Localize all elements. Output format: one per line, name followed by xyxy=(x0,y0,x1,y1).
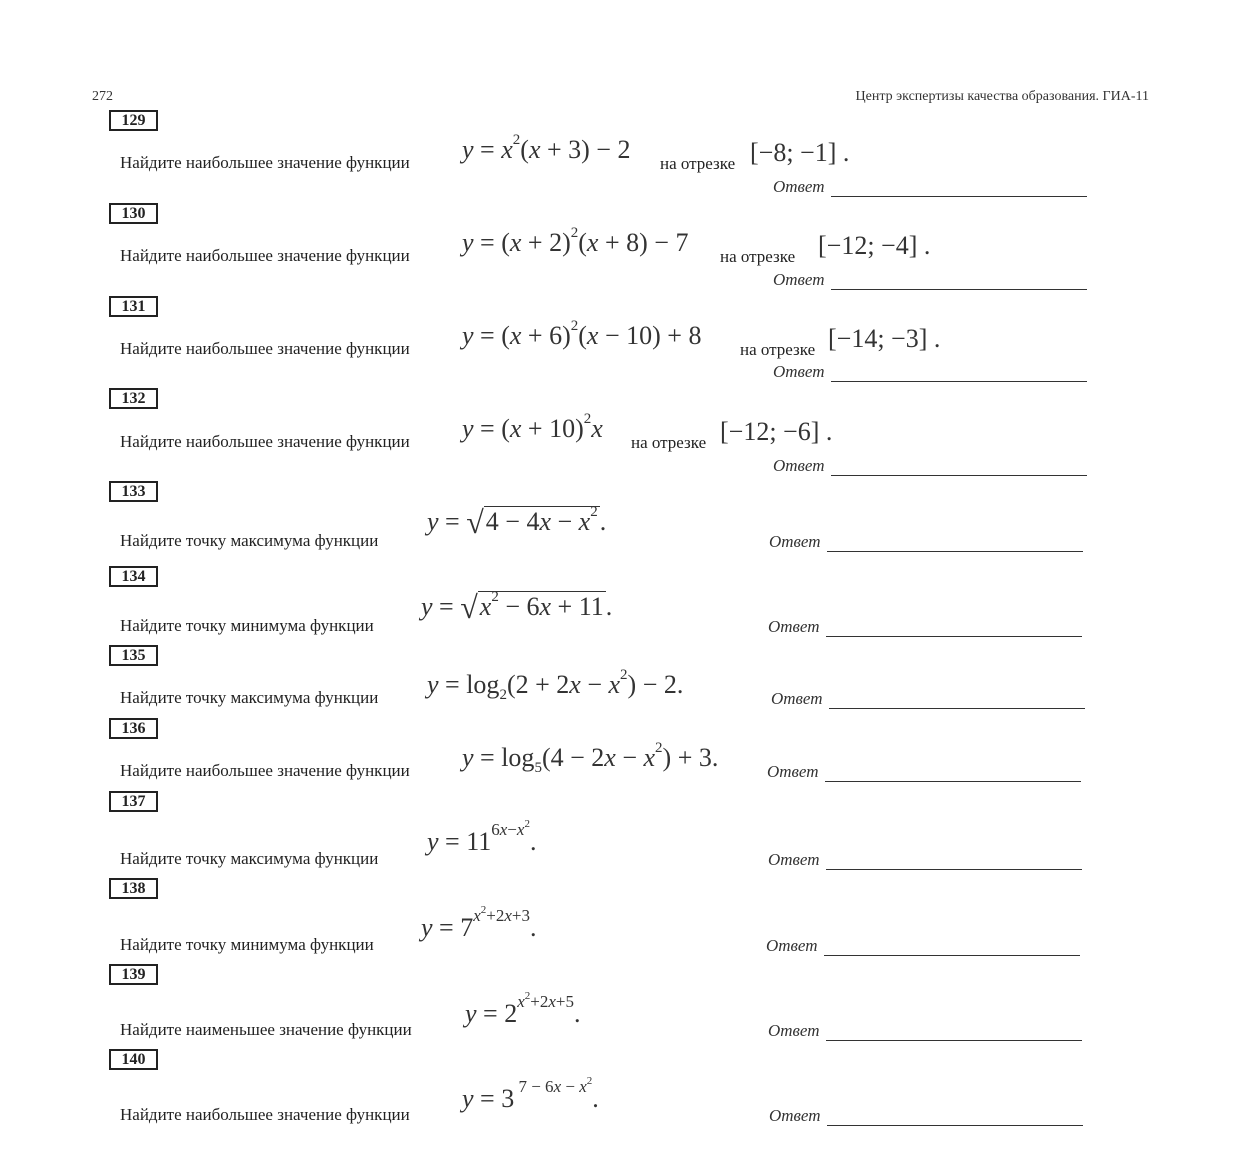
problem-text-129: Найдите наибольшее значение функции xyxy=(120,153,410,172)
formula-134: $y = √x^2 - 6x + 11$. xyxy=(421,589,613,625)
problem-number-130: 130 xyxy=(109,203,158,224)
problem-number-136: 136 xyxy=(109,718,158,739)
answer-field-134[interactable]: Ответ xyxy=(768,617,820,637)
problem-number-134: 134 xyxy=(109,566,158,587)
formula-136: $y = \log_5(4 - 2x - x^2) + 3$. xyxy=(462,740,719,776)
formula-138: $y = 7^{x^2+2x+3}$. xyxy=(421,904,537,942)
problem-number-131: 131 xyxy=(109,296,158,317)
problem-number-133: 133 xyxy=(109,481,158,502)
answer-field-137[interactable]: Ответ xyxy=(768,850,820,870)
segment-label-132: на отрезке xyxy=(631,433,707,452)
problem-text-138: Найдите точку минимума функции xyxy=(120,935,374,954)
problem-text-131: Найдите наибольшее значение функции xyxy=(120,339,410,358)
formula-132: $y = (x + 10)^2x$ xyxy=(462,411,603,443)
answer-field-130[interactable]: Ответ xyxy=(773,270,825,290)
problem-text-130: Найдите наибольшее значение функции xyxy=(120,246,410,265)
problem-number-132: 132 xyxy=(109,388,158,409)
problem-text-136: Найдите наибольшее значение функции xyxy=(120,761,410,780)
problem-number-140: 140 xyxy=(109,1049,158,1070)
problem-number-138: 138 xyxy=(109,878,158,899)
formula-130: $y = (x + 2)^2(x + 8) - 7$ xyxy=(462,225,689,257)
problem-text-134: Найдите точку минимума функции xyxy=(120,616,374,635)
problem-number-137: 137 xyxy=(109,791,158,812)
formula-131: $y = (x + 6)^2(x - 10) + 8$ xyxy=(462,318,702,350)
page-number: 272 xyxy=(92,89,113,104)
answer-field-132[interactable]: Ответ xyxy=(773,456,825,476)
problem-text-140: Найдите наибольшее значение функции xyxy=(120,1105,410,1124)
answer-field-129[interactable]: Ответ xyxy=(773,177,825,197)
problem-text-133: Найдите точку максимума функции xyxy=(120,531,379,550)
formula-129: $y = x^2(x + 3) - 2$ xyxy=(462,132,631,164)
answer-field-138[interactable]: Ответ xyxy=(766,936,818,956)
segment-label-130: на отрезке xyxy=(720,247,796,266)
problem-text-139: Найдите наименьшее значение функции xyxy=(120,1020,412,1039)
answer-field-133[interactable]: Ответ xyxy=(769,532,821,552)
problem-number-139: 139 xyxy=(109,964,158,985)
interval-131: [−14; −3] . xyxy=(828,324,941,353)
segment-label-131: на отрезке xyxy=(740,340,816,359)
formula-137: $y = 11^{6x-x^2}$. xyxy=(427,818,537,856)
interval-129: [−8; −1] . xyxy=(750,138,850,167)
problem-text-137: Найдите точку максимума функции xyxy=(120,849,379,868)
interval-130: [−12; −4] . xyxy=(818,231,931,260)
answer-field-135[interactable]: Ответ xyxy=(771,689,823,709)
interval-132: [−12; −6] . xyxy=(720,417,833,446)
problem-text-132: Найдите наибольшее значение функции xyxy=(120,432,410,451)
segment-label-129: на отрезке xyxy=(660,154,736,173)
page-header-title: Центр экспертизы качества образования. ГИА-11 xyxy=(855,89,1149,104)
formula-135: $y = \log_2(2 + 2x - x^2) - 2$. xyxy=(427,667,684,703)
problem-text-135: Найдите точку максимума функции xyxy=(120,688,379,707)
problem-number-135: 135 xyxy=(109,645,158,666)
answer-field-131[interactable]: Ответ xyxy=(773,362,825,382)
answer-field-140[interactable]: Ответ xyxy=(769,1106,821,1126)
problem-number-129: 129 xyxy=(109,110,158,131)
formula-139: $y = 2^{x^2+2x+5}$. xyxy=(465,990,581,1028)
formula-140: y = 3 $^{7 - 6x - x^2}$. xyxy=(462,1075,599,1113)
formula-133: $y = √4 - 4x - x^2$. xyxy=(427,504,607,540)
answer-field-139[interactable]: Ответ xyxy=(768,1021,820,1041)
answer-field-136[interactable]: Ответ xyxy=(767,762,819,782)
